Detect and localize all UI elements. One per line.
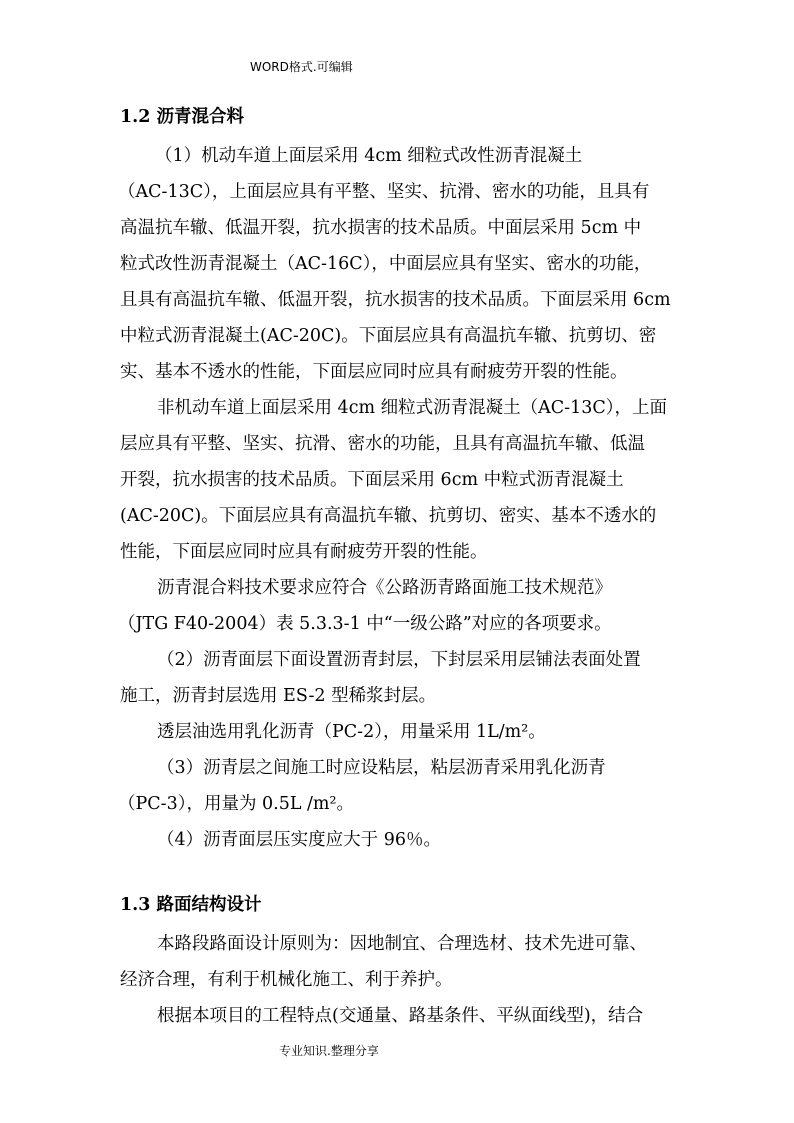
paragraph-line: 性能，下面层应同时应具有耐疲劳开裂的性能。 — [120, 542, 488, 562]
paragraph-line: （AC-13C），上面层应具有平整、坚实、抗滑、密水的功能，且具有 — [118, 182, 650, 202]
paragraph-line: （2）沥青面层下面设置沥青封层，下封层采用层铺法表面处置 — [157, 650, 641, 670]
section-heading-1-3: 1.3 路面结构设计 — [120, 895, 262, 915]
paragraph-line: （4）沥青面层压实度应大于 96％。 — [157, 830, 441, 850]
page-footer: 专业知识.整理分享 — [279, 1044, 379, 1058]
paragraph-line: 非机动车道上面层采用 4cm 细粒式沥青混凝土（AC-13C），上面 — [157, 398, 668, 418]
paragraph-line: 层应具有平整、坚实、抗滑、密水的功能，且具有高温抗车辙、低温 — [120, 434, 645, 454]
paragraph-line: 且具有高温抗车辙、低温开裂，抗水损害的技术品质。下面层采用 6cm — [120, 290, 671, 310]
paragraph-line: 本路段路面设计原则为：因地制宜、合理选材、技术先进可靠、 — [157, 934, 647, 954]
paragraph-line: 透层油选用乳化沥青（PC-2），用量采用 1L/m²。 — [157, 722, 546, 742]
section-heading-1-2: 1.2 沥青混合料 — [120, 107, 245, 127]
page-header: WORD格式.可编辑 — [250, 60, 353, 74]
paragraph-line: 中粒式沥青混凝土(AC-20C)。下面层应具有高温抗车辙、抗剪切、密 — [120, 326, 657, 346]
paragraph-line: （3）沥青层之间施工时应设粘层，粘层沥青采用乳化沥青 — [157, 758, 606, 778]
paragraph-line: 开裂，抗水损害的技术品质。下面层采用 6cm 中粒式沥青混凝土 — [120, 470, 624, 490]
paragraph-line: 经济合理，有利于机械化施工、利于养护。 — [120, 970, 453, 990]
paragraph-line: （PC-3），用量为 0.5L /m²。 — [118, 794, 355, 814]
paragraph-line: 沥青混合料技术要求应符合《公路沥青路面施工技术规范》 — [157, 578, 612, 598]
paragraph-line: 施工，沥青封层选用 ES-2 型稀浆封层。 — [120, 686, 437, 706]
paragraph-line: （1）机动车道上面层采用 4cm 细粒式改性沥青混凝土 — [155, 146, 583, 166]
paragraph-line: 粒式改性沥青混凝土（AC-16C），中面层应具有坚实、密水的功能， — [120, 254, 652, 274]
paragraph-line: 实、基本不透水的性能，下面层应同时应具有耐疲劳开裂的性能。 — [120, 362, 628, 382]
paragraph-line: 高温抗车辙、低温开裂，抗水损害的技术品质。中面层采用 5cm 中 — [120, 218, 642, 238]
paragraph-line: （JTG F40-2004）表 5.3.3-1 中“一级公路”对应的各项要求。 — [118, 614, 612, 634]
paragraph-line: (AC-20C)。下面层应具有高温抗车辙、抗剪切、密实、基本不透水的 — [120, 506, 657, 526]
paragraph-line: 根据本项目的工程特点(交通量、路基条件、平纵面线型)，结合 — [157, 1006, 644, 1026]
